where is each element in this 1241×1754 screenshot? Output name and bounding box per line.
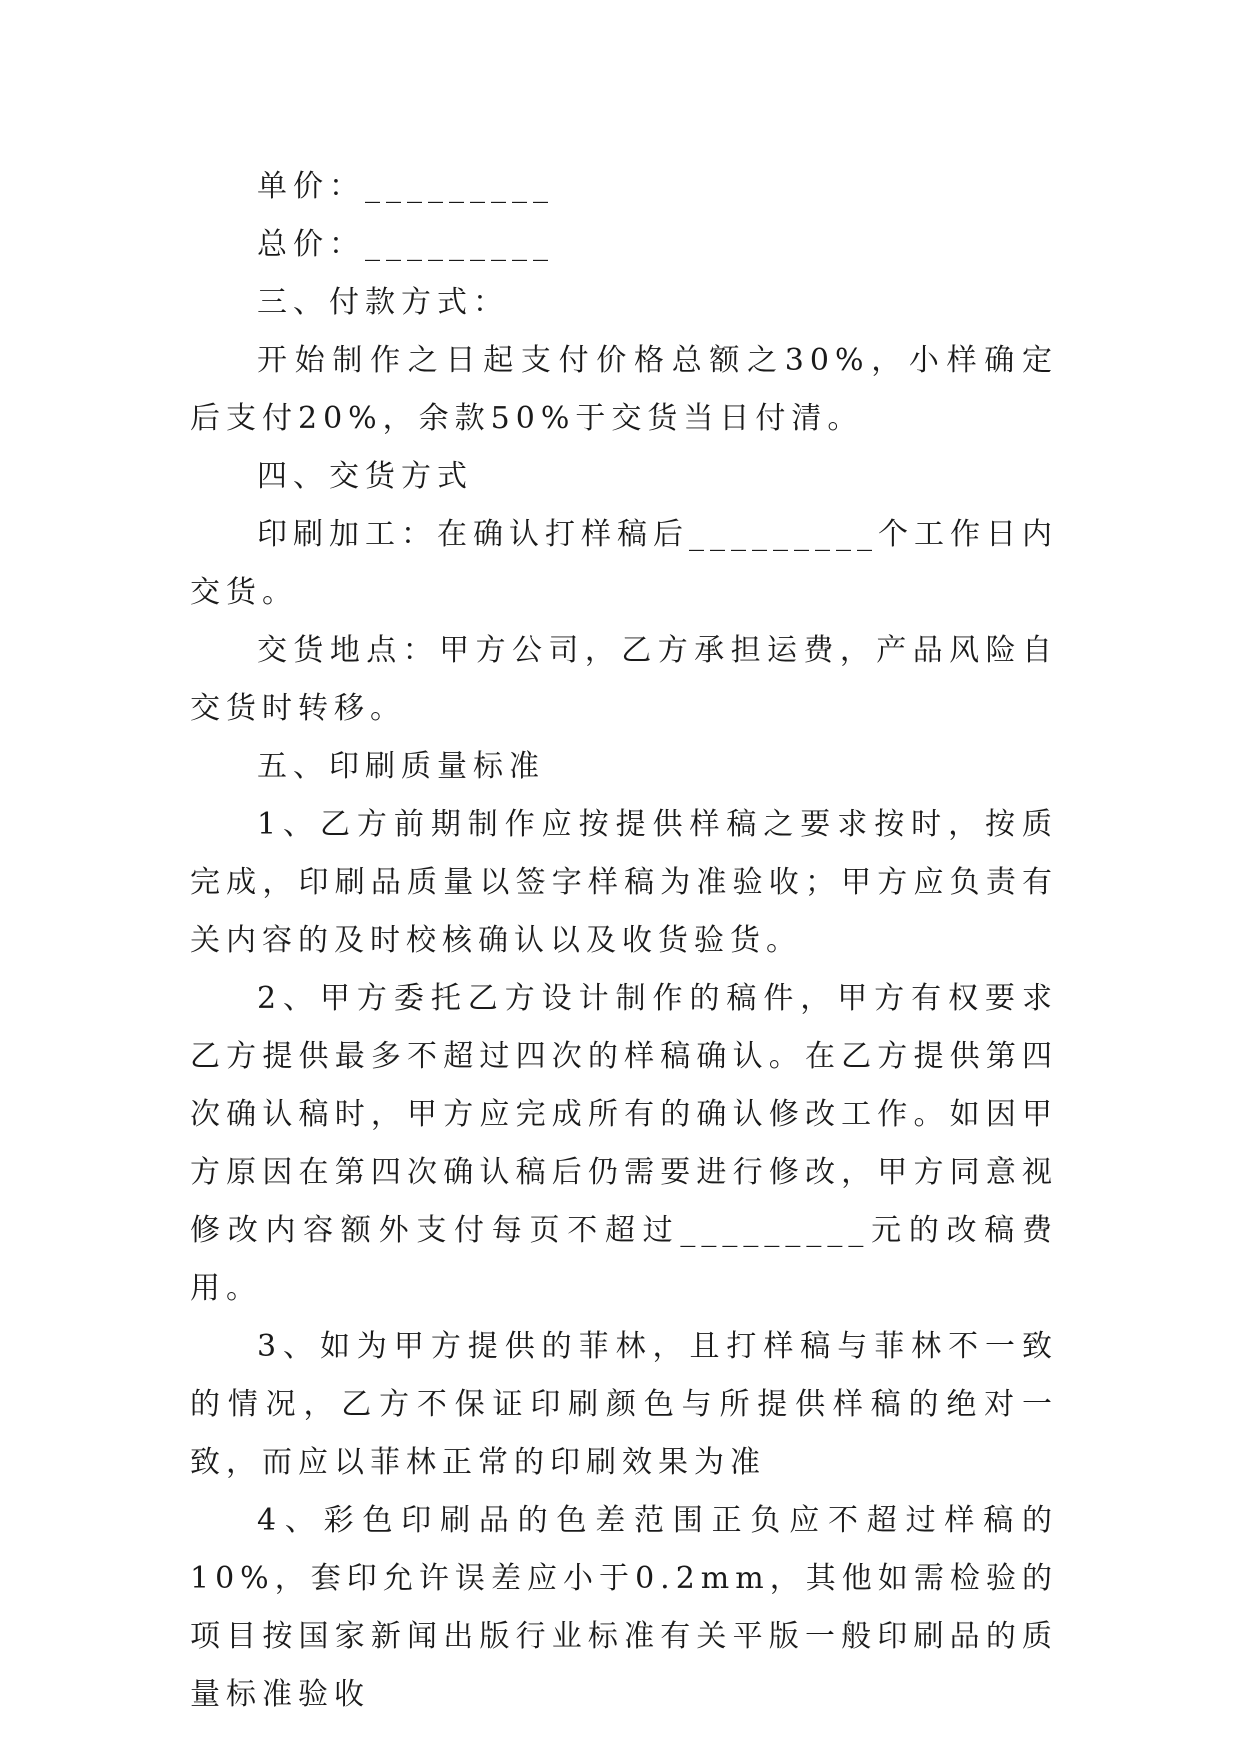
section-heading-delivery: 四、交货方式	[257, 459, 473, 494]
unit-price-line: 单价：_________	[257, 169, 554, 204]
section-heading-payment: 三、付款方式：	[257, 285, 509, 320]
delivery-time-paragraph: 印刷加工：在确认打样稿后_________个工作日内交货。	[190, 517, 1058, 610]
delivery-location-paragraph: 交货地点：甲方公司，乙方承担运费，产品风险自交货时转移。	[190, 633, 1058, 726]
quality-clause-1: 1、乙方前期制作应按提供样稿之要求按时，按质完成，印刷品质量以签字样稿为准验收；甲方应负责有关内容的及时校核确认以及收货验货。	[190, 807, 1058, 958]
section-heading-quality: 五、印刷质量标准	[257, 749, 545, 784]
total-price-line: 总价：_________	[257, 227, 554, 262]
quality-clause-3: 3、如为甲方提供的菲林，且打样稿与菲林不一致的情况，乙方不保证印刷颜色与所提供样稿的绝对一致，而应以菲林正常的印刷效果为准	[190, 1329, 1058, 1480]
document-body	[190, 158, 1058, 1724]
quality-clause-2: 2、甲方委托乙方设计制作的稿件，甲方有权要求乙方提供最多不超过四次的样稿确认。在乙方提供第四次确认稿时，甲方应完成所有的确认修改工作。如因甲方原因在第四次确认稿后仍需要进行修改，甲方同意视修改内容额外支付每页不超过_________元的改稿费用。	[190, 981, 1058, 1306]
payment-terms-paragraph: 开始制作之日起支付价格总额之30%，小样确定后支付20%，余款50%于交货当日付清。	[190, 343, 1058, 436]
quality-clause-4: 4、彩色印刷品的色差范围正负应不超过样稿的10%，套印允许误差应小于0.2mm，其他如需检验的项目按国家新闻出版行业标准有关平版一般印刷品的质量标准验收	[190, 1503, 1058, 1712]
